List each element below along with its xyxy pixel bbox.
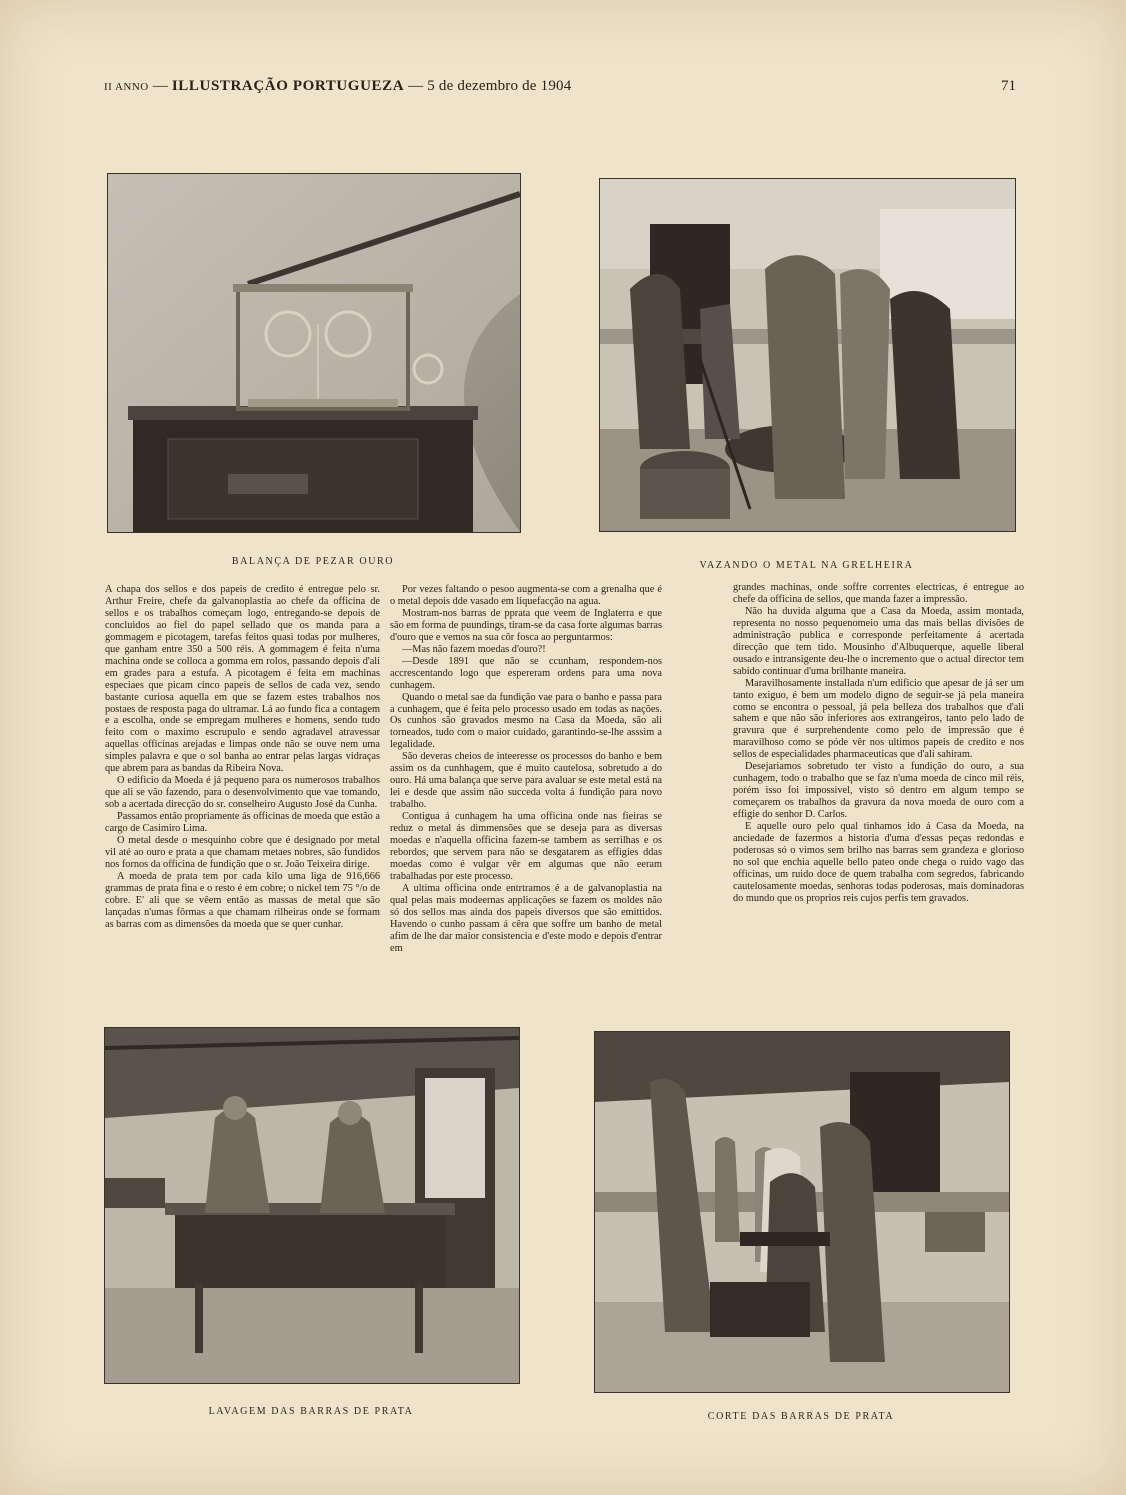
article-paragraph: Por vezes faltando o pesoo augmenta-se com a grenalha que é o metal depois dde vasado em liquefacção na agua. — [390, 584, 662, 607]
magazine-title: ILLUSTRAÇÃO PORTUGUEZA — [171, 78, 405, 94]
photo-washing — [104, 1027, 520, 1384]
photo-caption: LAVAGEM DAS BARRAS DE PRATA — [208, 1406, 414, 1417]
article-paragraph: Maravilhosamente installada n'um edificio que apesar de já ser um tanto exiguo, é bem um modelo digno de seguir-se já pela maneira como se encontra o pessoal, já pela belleza dos trabalhos que d'ali sahem e que não são inferiores aos extrangeiros, tanto pelo lado de gravura que é surprehendente como pelo de impressão que é maravilhoso como se póde vêr nos ultimos papeis de credito e nos sellos de especialidades pharmaceuticas que d'ali sahiram. — [733, 677, 1024, 761]
article-paragraph: grandes machinas, onde soffre correntes electricas, é entregue ao chefe da officina de sellos, que manda fazer a impressão. — [733, 582, 1024, 605]
article-paragraph: O edificio da Moeda é já pequeno para os numerosos trabalhos que ali se vão fazendo, para o desenvolvimento que vae tomando, sob a acertada direcção do sr. conselheiro Augusto José da Cunha. — [105, 775, 380, 811]
header-dash: — — [152, 78, 168, 94]
article-paragraph: São deveras cheios de inteeresse os processos do banho e bem assim os da cunhhagem, que é muito cautelosa, sobretudo a do ouro. Há uma balança que serve para avaluar se este metal está na lei e desde que assim não succeda volta á fundição para novo trabalho. — [390, 751, 662, 811]
article-column-1 — [105, 584, 380, 931]
article-paragraph: A moeda de prata tem por cada kilo uma liga de 916,666 grammas de prata fina e o resto é em cobre; o nickel tem 75 °/o de cobre. E' ali que se vêem então as massas de metal que são lançadas n'umas fôrmas a que chamam rilheiras onde se formam as barras com as dimensões da moeda que se quer cunhar. — [105, 870, 380, 930]
article-paragraph: E aquelle ouro pelo qual tinhamos ido á Casa da Moeda, na anciedade de fazermos a historia d'uma d'essas peças redondas e poderosas só o vimos sem brilho nas barras sem grandeza e glorioso no sol que enchia aquelle bello pateo onde chega o ruido vago das officinas, um ruido doce de quem trabalha com segredos, fabricando cautelosamente moedas, senhoras todas poderosas, mais dominadoras do mundo que os proprios reis cujos perfis tem gravados. — [733, 821, 1024, 904]
article-paragraph: Passamos então propriamente ás officinas de moeda que estão a cargo de Casimiro Lima. — [105, 811, 380, 835]
article-paragraph: A chapa dos sellos e dos papeis de credito é entregue pelo sr. Arthur Freire, chefe da galvanoplastia ao chefe da officina de sellos e os trabalhos começam logo, entregando-se depois de concluidos ao fiel do papel sellado que os manda para a gommagem e picotagem, tarefas feitos quasi todas por mulheres, que ganham entre 350 a 500 réis. A gommagem é feita n'uma machina onde se colloca a gomma em rolos, passando depois d'ali em grades para a estufa. A picotagem é feita em machinas especiaes que picam cinco papeis de sellos de cada vez, sendo bastante curiosa aquella em que se fazem estes trabalhos nos postaes de resposta paga do ultramar. Lá ao fundo fica a contagem e a escolha, onde se empregam mulheres e homens, sendo tudo feito com o maximo escrupulo e sendo agradavel atravessar aquellas officinas arejadas e limpas onde não se ouve nem uma simples palavra e que o sol banha ao entrar pelas largas vidraças que abrem para as bandas da Ribeira Nova. — [105, 584, 380, 775]
photo-cutting — [594, 1031, 1010, 1393]
article-paragraph: A ultima officina onde entrtramos é a de galvanoplastia na qual pelas mais modeernas applicações se fazem os moldes não só dos sellos mas ainda dos papeis diversos que são emittidos. Havendo o cunho passam á cêra que soffre um banho de metal afim de lhe dar maior consistencia e d'este modo e depois d'entrar em — [390, 882, 662, 954]
running-head — [104, 78, 571, 95]
article-paragraph: Mostram-nos barras de pprata que veem de Inglaterra e que são em forma de puundings, tiram-se da casa forte algumas barras d'ouro que e vemos na sua côr fosca ao perguntarmos: — [390, 607, 662, 643]
photo-pouring — [599, 178, 1016, 532]
header-dash: — — [408, 78, 424, 94]
article-paragraph: Contigua á cunhagem ha uma officina onde nas fieiras se reduz o metal ás dimmensões que se deseja para as diversas moedas e n'aquella officina fazem-se tambem as serrilhas e os rebordos, que servem para não se desgatarem as effigies ddas moedas como é vulgar vêr em algumas que não eeram trabalhadas por este processo. — [390, 811, 662, 882]
article-paragraph: O metal desde o mesquinho cobre que é designado por metal vil até ao ouro e prata a que chamam metaes nobres, são fundidos nos fornos da officina de fundição que o sr. João Teixeira dirige. — [105, 835, 380, 870]
page-header — [104, 78, 1024, 102]
page-number: 71 — [1001, 78, 1016, 94]
photo-caption: CORTE DAS BARRAS DE PRATA — [707, 1411, 895, 1422]
article-column-3 — [733, 582, 1024, 905]
photo-caption: BALANÇA DE PEZAR OURO — [231, 556, 395, 567]
volume-label: II ANNO — [104, 81, 149, 93]
article-column-2 — [390, 584, 662, 955]
article-paragraph: —Mas não fazem moedas d'ouro?! — [402, 643, 546, 655]
photo-caption: VAZANDO O METAL NA GRELHEIRA — [699, 560, 914, 571]
issue-date: 5 de dezembro de 1904 — [427, 78, 572, 94]
article-paragraph: Não ha duvida alguma que a Casa da Moeda, assim montada, representa no nosso pequenomeio uma das mais bellas divisões de administração publica e corresponde perfeitamente á acertada direcção que tem tido. Mousinho d'Albuquerque, aquelle liberal ousado e intransigente deu-lhe o incremento que o actual director tem sabido continuar d'uma brilhante maneira. — [733, 605, 1024, 677]
article-paragraph: Desejariamos sobretudo ter visto a fundição do ouro, a sua cunhagem, todo o trabalho que se faz n'uma moeda de cinco mil réis, porém isso foi impossivel, visto só dentro em algum tempo se começarem os trabalhos da gravura da nova moeda de ouro com a effigie do senhor D. Carlos. — [733, 761, 1024, 821]
article-paragraph: —Desde 1891 que não se ccunham, respondem-nos accrescentando logo que espereram ordens para uma nova cunhagem. — [390, 655, 662, 691]
article-paragraph: Quando o metal sae da fundição vae para o banho e passa para a cunhagem, que é feita pelo processo usado em todas as nações. Os cunhos são gravados mesmo na Casa da Moeda, são ali torneados, tudo com o maior cuidado, garantindo-se-lhe asssim a legalidade. — [390, 691, 662, 751]
photo-balance — [107, 173, 521, 533]
